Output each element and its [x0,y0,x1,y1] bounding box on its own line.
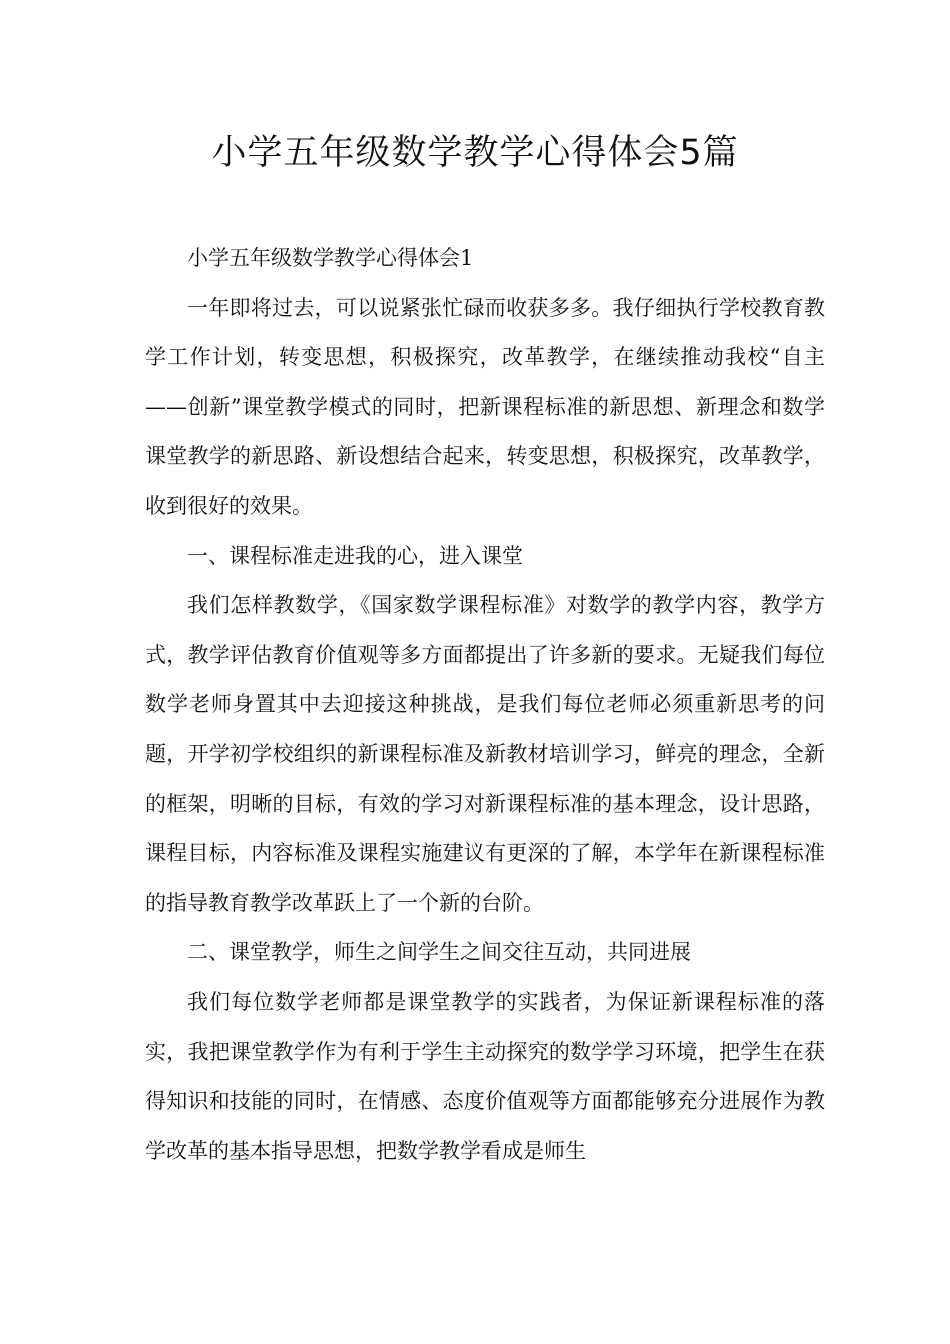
subheading-1: 一、课程标准走进我的心，进入课堂 [187,543,523,568]
document-title: 小学五年级数学教学心得体会5篇 [211,133,739,173]
section-title: 小学五年级数学教学心得体会1 [187,246,474,270]
subheading-2: 二、课堂教学，师生之间学生之间交往互动，共同进展 [187,940,691,965]
paragraph-standards: 我们怎样教数学，《国家数学课程标准》对数学的教学内容，教学方式，教学评估教育价值观等多方面都提出了许多新的要求。无疑我们每位数学老师身置其中去迎接这种挑战，是我们每位老师必须重新思考的问题，开学初学校组织的新课程标准及新教材培训学习，鲜亮的理念，全新的框架，明晰的目标，有效的学习对新课程标准的基本理念，设计思路，课程目标，内容标准及课程实施建议有更深的了解，本学年在新课程标准的指导教育教学改革跃上了一个新的台阶。 [145,593,825,915]
paragraph-classroom: 我们每位数学老师都是课堂教学的实践者，为保证新课程标准的落实，我把课堂教学作为有利于学生主动探究的数学学习环境，把学生在获得知识和技能的同时，在情感、态度价值观等方面都能够充分进展作为教学改革的基本指导思想，把数学教学看成是师生 [145,989,825,1163]
paragraph-intro: 一年即将过去，可以说紧张忙碌而收获多多。我仔细执行学校教育教学工作计划，转变思想，积极探究，改革教学，在继续推动我校“自主——创新”课堂教学模式的同时，把新课程标准的新思想、新理念和数学课堂教学的新思路、新设想结合起来，转变思想，积极探究，改革教学，收到很好的效果。 [145,295,825,518]
document-body [145,234,825,1176]
